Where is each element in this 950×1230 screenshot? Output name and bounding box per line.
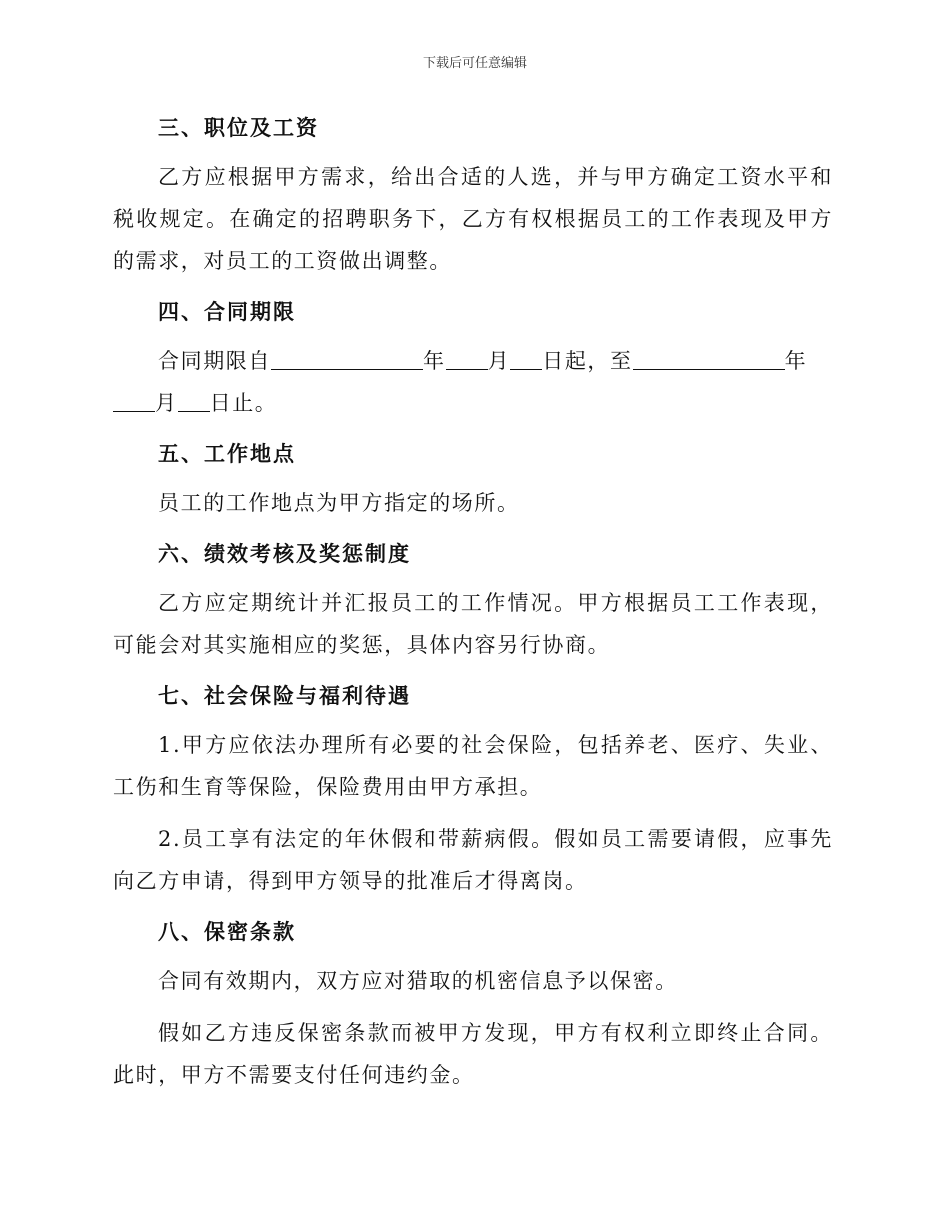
section-heading-performance: 六、绩效考核及奖惩制度 <box>158 541 411 566</box>
term-text-month: 月 <box>487 349 511 373</box>
term-text-year-end: 年 <box>784 349 808 373</box>
blank-start-day[interactable] <box>510 349 542 370</box>
blank-end-year[interactable] <box>633 349 785 370</box>
term-text-month-end: 月 <box>155 391 178 415</box>
section-heading-position-salary: 三、职位及工资 <box>158 115 319 140</box>
paragraph-performance: 乙方应定期统计并汇报员工的工作情况。甲方根据员工工作表现，可能会对其实施相应的奖惩，具体内容另行协商。 <box>113 591 833 657</box>
term-text-day-end: 日止。 <box>209 391 278 415</box>
section-heading-contract-term: 四、合同期限 <box>158 299 296 324</box>
section-heading-insurance-benefits: 七、社会保险与福利待遇 <box>158 683 411 708</box>
page-header-note: 下载后可任意编辑 <box>422 56 527 71</box>
paragraph-leave: 2.员工享有法定的年休假和带薪病假。假如员工需要请假，应事先向乙方申请，得到甲方领导的批准后才得离岗。 <box>113 827 833 893</box>
term-text-year: 年 <box>423 349 446 373</box>
term-text-start: 合同期限自 <box>158 349 271 373</box>
blank-start-year[interactable] <box>271 349 423 370</box>
paragraph-work-location: 员工的工作地点为甲方指定的场所。 <box>158 491 520 515</box>
section-heading-confidentiality: 八、保密条款 <box>158 919 296 944</box>
paragraph-position-salary: 乙方应根据甲方需求，给出合适的人选，并与甲方确定工资水平和税收规定。在确定的招聘职务下，乙方有权根据员工的工作表现及甲方的需求，对员工的工资做出调整。 <box>113 165 833 273</box>
paragraph-confidentiality-1: 合同有效期内，双方应对猎取的机密信息予以保密。 <box>158 969 678 993</box>
blank-end-month[interactable] <box>113 391 155 412</box>
paragraph-insurance: 1.甲方应依法办理所有必要的社会保险，包括养老、医疗、失业、工伤和生育等保险，保险费用由甲方承担。 <box>113 733 833 799</box>
paragraph-confidentiality-2: 假如乙方违反保密条款而被甲方发现，甲方有权利立即终止合同。此时，甲方不需要支付任何违约金。 <box>113 1021 833 1087</box>
blank-start-month[interactable] <box>446 349 488 370</box>
paragraph-contract-term <box>113 340 833 424</box>
section-heading-work-location: 五、工作地点 <box>158 441 296 466</box>
document-body <box>113 108 833 1106</box>
term-text-day-to: 日起，至 <box>542 349 633 373</box>
blank-end-day[interactable] <box>178 391 210 412</box>
